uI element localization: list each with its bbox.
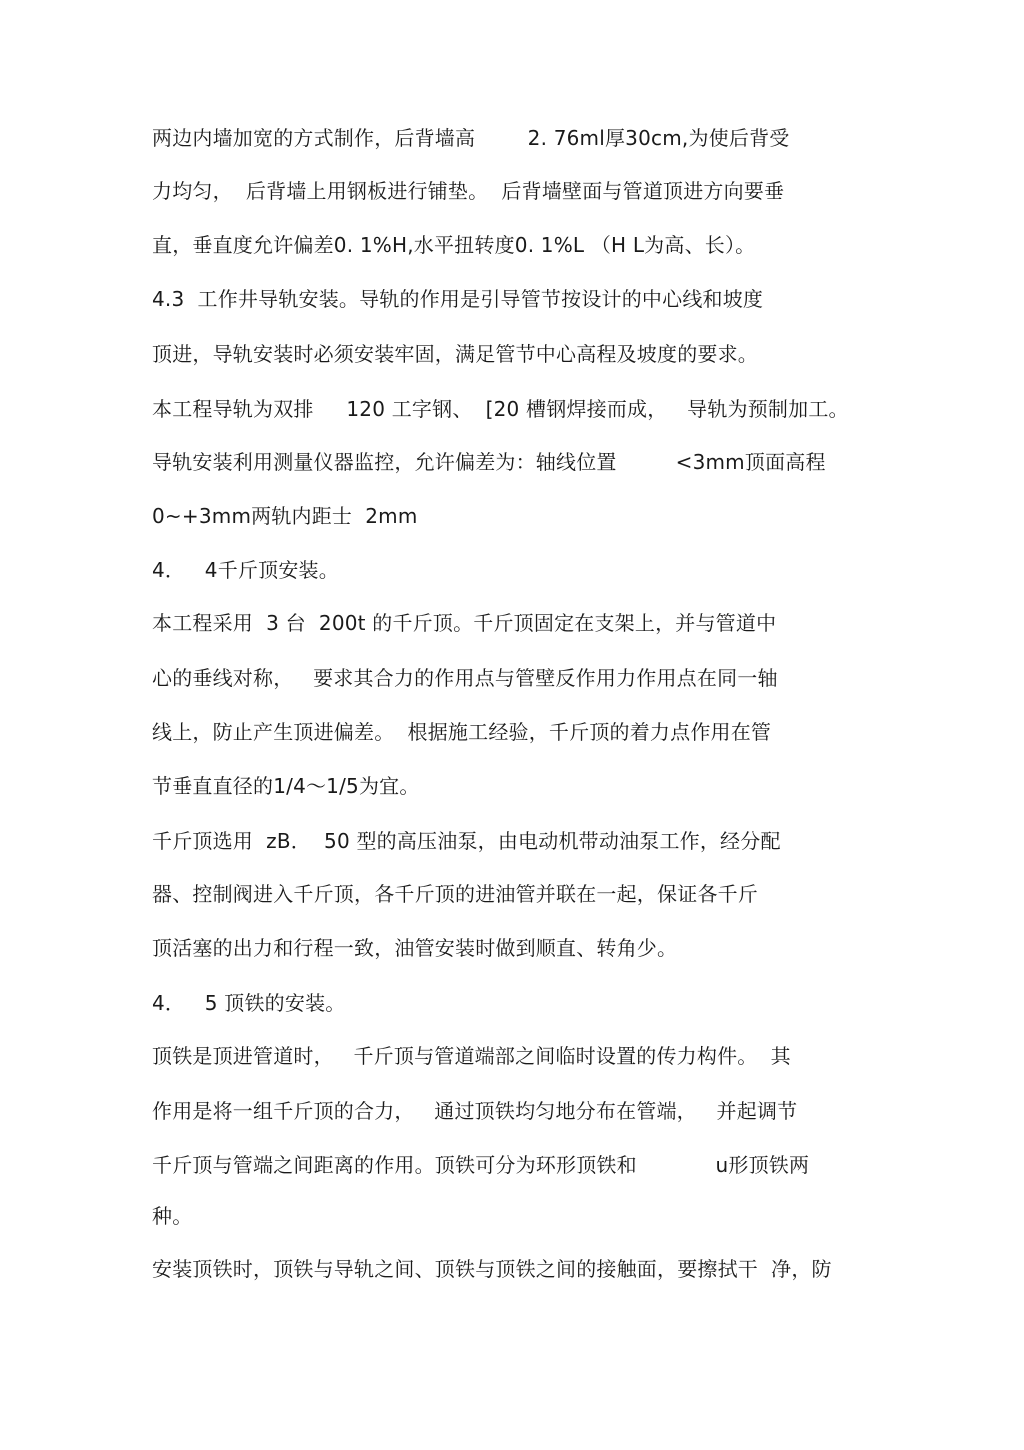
text-line: 千斤顶与管端之间距离的作用。顶铁可分为环形顶铁和 u形顶铁两	[152, 1153, 810, 1177]
text-line: 本工程采用 3 台 200t 的千斤顶。千斤顶固定在支架上，并与管道中	[152, 611, 777, 635]
section-heading: 4． 5 顶铁的安装。	[152, 991, 346, 1015]
text-line: 0~+3mm两轨内距士 2mm	[152, 504, 418, 528]
text-line: 作用是将一组千斤顶的合力， 通过顶铁均匀地分布在管端， 并起调节	[152, 1099, 798, 1123]
text-line: 两边内墙加宽的方式制作，后背墙高 2. 76ml厚30cm,为使后背受	[152, 126, 790, 150]
text-line: 顶铁是顶进管道时， 千斤顶与管道端部之间临时设置的传力构件。 其	[152, 1044, 791, 1068]
text-line: 安装顶铁时，顶铁与导轨之间、顶铁与顶铁之间的接触面，要擦拭干 净，防	[152, 1257, 832, 1281]
text-line: 线上，防止产生顶进偏差。 根据施工经验，千斤顶的着力点作用在管	[152, 720, 772, 744]
text-line: 节垂直直径的1/4～1/5为宜。	[152, 774, 420, 798]
section-heading: 4． 4千斤顶安装。	[152, 558, 339, 582]
text-line: 力均匀， 后背墙上用钢板进行铺垫。 后背墙壁面与管道顶进方向要垂	[152, 179, 785, 203]
text-line: 心的垂线对称， 要求其合力的作用点与管壁反作用力作用点在同一轴	[152, 666, 778, 690]
text-line: 种。	[152, 1204, 193, 1228]
text-line: 本工程导轨为双排 120 工字钢、 [20 槽钢焊接而成， 导轨为预制加工。	[152, 397, 849, 421]
text-line: 器、控制阀进入千斤顶，各千斤顶的进油管并联在一起，保证各千斤	[152, 882, 758, 906]
text-line: 导轨安装利用测量仪器监控，允许偏差为：轴线位置 <3mm顶面高程	[152, 450, 826, 474]
text-line: 直，垂直度允许偏差0. 1%H,水平扭转度0. 1%L （H L为高、长）。	[152, 233, 756, 257]
section-heading: 4.3 工作井导轨安装。导轨的作用是引导管节按设计的中心线和坡度	[152, 287, 764, 311]
text-line: 顶进，导轨安装时必须安装牢固，满足管节中心高程及坡度的要求。	[152, 342, 758, 366]
text-line: 千斤顶选用 zB． 50 型的高压油泵，由电动机带动油泵工作，经分配	[152, 829, 781, 853]
text-line: 顶活塞的出力和行程一致，油管安装时做到顺直、转角少。	[152, 936, 678, 960]
